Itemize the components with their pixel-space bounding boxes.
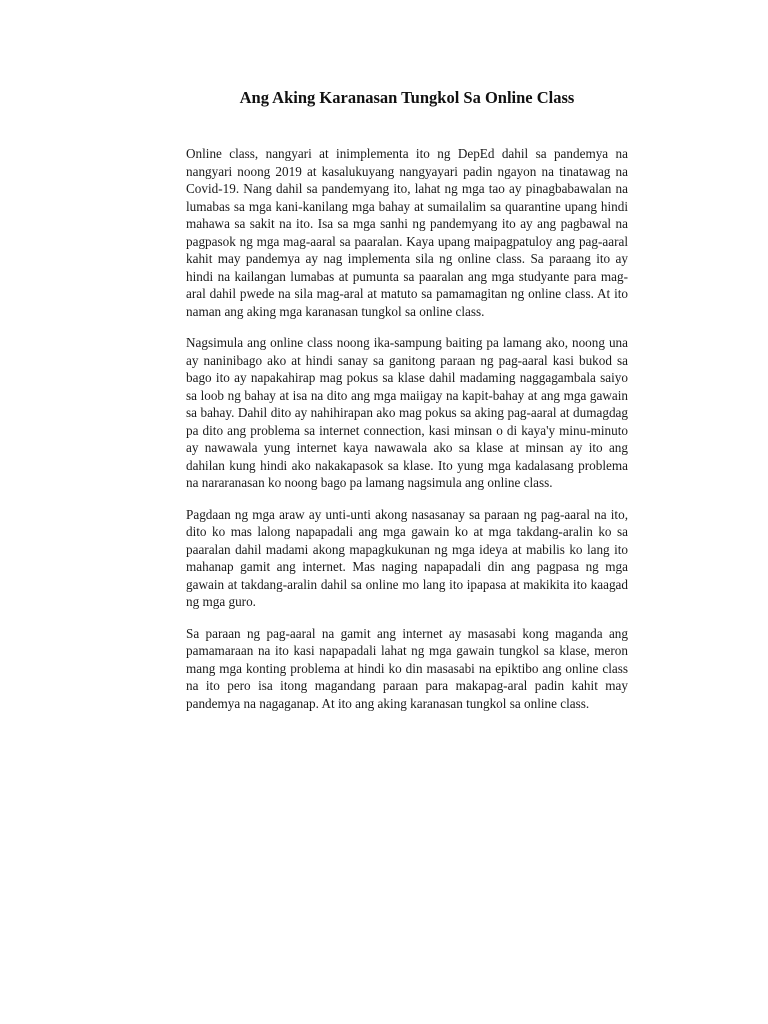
- paragraph-4: Sa paraan ng pag-aaral na gamit ang internet ay masasabi kong maganda ang pamamaraan na ito kasi napapadali lahat ng mga gawain tungkol sa klase, meron mang mga konting problema at hindi ko din masasabi na epiktibo ang online class na ito pero isa itong magandang paraan para makapag-aral padin kahit may pandemya na nagaganap. At ito ang aking karanasan tungkol sa online class.: [186, 625, 628, 711]
- paragraph-3: Pagdaan ng mga araw ay unti-unti akong nasasanay sa paraan ng pag-aaral na ito, dito ko mas lalong napapadali ang mga gawain ko at mga takdang-aralin ko sa paaralan dahil madami akong mapagkukunan ng mga ideya at mabilis ko lang ito mahanap gamit ang internet. Mas naging napapadali din ang pagpasa ng mga gawain at takdang-aralin dahil sa online mo lang ito ipapasa at makikita ito kaagad ng mga guro.: [186, 506, 628, 609]
- paragraph-1: Online class, nangyari at inimplementa ito ng DepEd dahil sa pandemya na nangyari noong 2019 at kasalukuyang nangyayari padin ngayon na tinatawag na Covid-19. Nang dahil sa pandemyang ito, lahat ng mga tao ay pinagbabawalan na lumabas sa mga kani-kanilang mga bahay at sumailalim sa quarantine upang hindi mahawa sa sakit na ito. Isa sa mga sanhi ng pandemyang ito ay ang pagbawal na pagpasok ng mga mag-aaral sa paaralan. Kaya upang maipagpatuloy ang pag-aaral kahit may pandemya ay nag implementa sila ng online class. Sa paraang ito ay hindi na kailangan lumabas at pumunta sa paaralan ang mga studyante para mag-aral dahil pwede na sila mag-aral at matuto sa pamamagitan ng online class. At ito naman ang aking mga karanasan tungkol sa online class.: [186, 146, 628, 319]
- document-body: [186, 145, 628, 726]
- paragraph-2: Nagsimula ang online class noong ika-sampung baiting pa lamang ako, noong una ay naninibago ako at hindi sanay sa ganitong paraan ng pag-aaral kasi bukod sa bago ito ay napakahirap mag pokus sa klase dahil madaming naggagambala saiyo sa loob ng bahay at isa na dito ang mga maiigay na kapit-bahay at ang mga gawain sa bahay. Dahil dito ay nahihirapan ako mag pokus sa aking pag-aaral at dumagdag pa dito ang problema sa internet connection, kasi minsan o di kaya'y minu-minuto ay nawawala yung internet kaya nawawala ako sa klase at minsan ay ito ang dahilan kung hindi ako nakakapasok sa klase. Ito yung mga kadalasang problema na nararanasan ko noong bago pa lamang nagsimula ang online class.: [186, 335, 628, 490]
- document-title: Ang Aking Karanasan Tungkol Sa Online Class: [239, 88, 575, 107]
